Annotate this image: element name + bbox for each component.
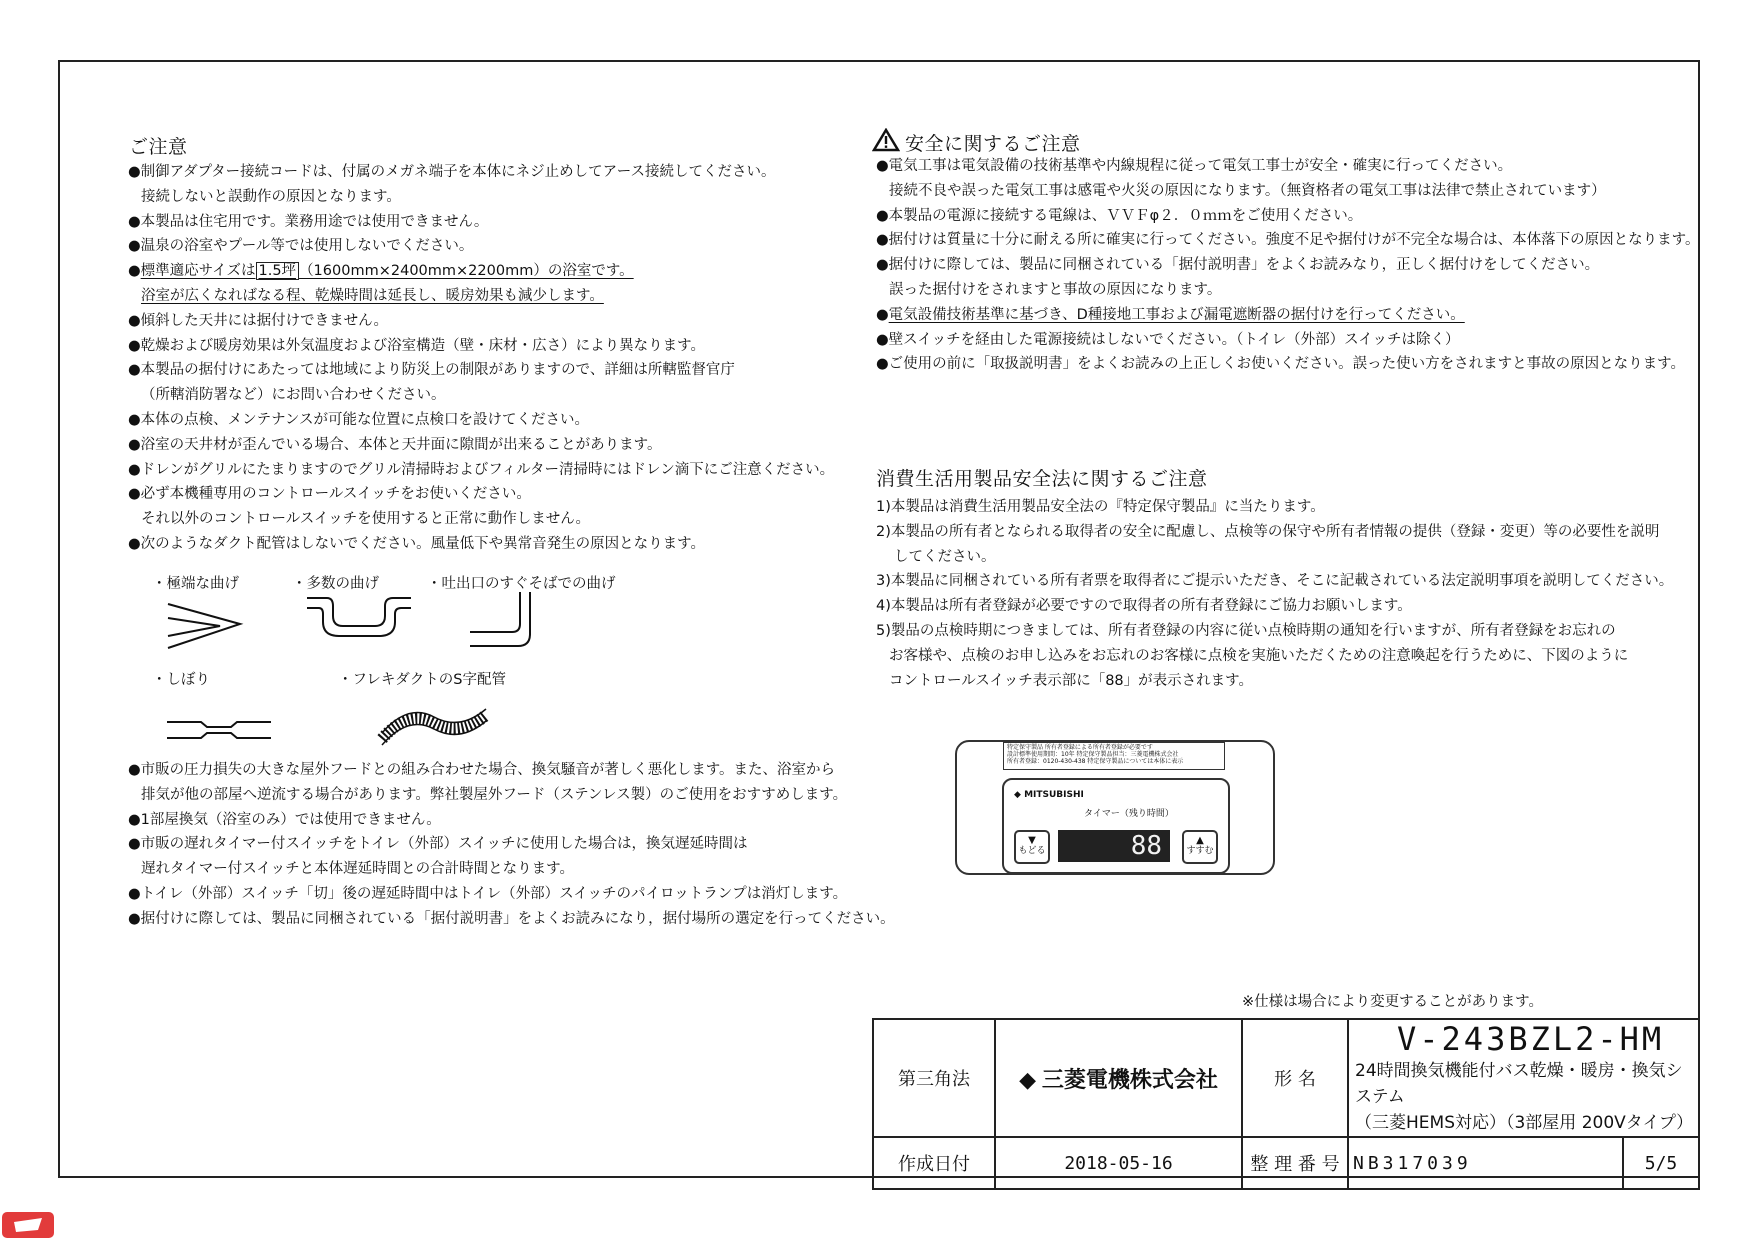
- list-item: ●電気工事は電気設備の技術基準や内線規程に従って電気工事士が安全・確実に行ってください。: [876, 158, 1513, 174]
- list-item: ●トイレ（外部）スイッチ「切」後の遅延時間中はトイレ（外部）スイッチのパイロットランプは消灯します。: [128, 885, 848, 902]
- list-item: ●据付けは質量に十分に耐える所に確実に行ってください。強度不足や据付けが不完全な場合は、本体落下の原因となります。: [876, 232, 1700, 249]
- duct-label-many-bends: ・多数の曲げ: [292, 576, 379, 592]
- control-switch-face: [1002, 778, 1230, 874]
- doc-number-label: 整 理 番 号: [1242, 1137, 1348, 1189]
- product-name-2: （三菱HEMS対応）（3部屋用 200Vタイプ）: [1355, 1113, 1694, 1133]
- mitsubishi-logo-icon: ◆: [1019, 1067, 1037, 1093]
- list-item: ●傾斜した天井には据付けできません。: [128, 312, 389, 329]
- owner-label-strip: 特定保守製品 所有者登録による所有者登録が必要です 設計標準使用期間：10年 特定保守製品担当：三菱電機株式会社 所有者登録：0120-430-438 特定保守製品については本体に表示: [1003, 742, 1225, 770]
- projection-label: 第三角法: [873, 1019, 995, 1137]
- list-item: ●ご使用の前に「取扱説明書」をよくお読みの上正しくお使いください。誤った使い方をされますと事故の原因となります。: [876, 356, 1685, 373]
- company-cell: [995, 1019, 1242, 1137]
- list-item: ●電気設備技術基準に基づき、D種接地工事および漏電遮断器の据付けを行ってください。: [876, 306, 1465, 323]
- duct-label-sharp-bend: ・極端な曲げ: [152, 576, 239, 592]
- constriction-diagram: [165, 718, 275, 742]
- list-item: ●1部屋換気（浴室のみ）では使用できません。: [128, 811, 441, 828]
- product-name-1: 24時間換気機能付バス乾燥・暖房・換気システム: [1355, 1061, 1683, 1107]
- list-item: ●制御アダプター接続コードは、付属のメガネ端子を本体にネジ止めしてアース接続してください。: [128, 164, 776, 180]
- list-item: ●本製品の電源に接続する電線は、ＶＶＦφ２．０ｍｍをご使用ください。: [876, 207, 1363, 224]
- safety-title: 安全に関するご注意: [905, 133, 1081, 155]
- list-item: 5)製品の点検時期につきましては、所有者登録の内容に従い点検時期の通知を行いますが、所有者登録をお忘れの: [876, 622, 1616, 639]
- up-triangle-icon: ▲: [1196, 835, 1204, 846]
- caution-list: [128, 160, 834, 557]
- list-item: ●乾燥および暖房効果は外気温度および浴室構造（壁・床材・広さ）により異なります。: [128, 337, 705, 354]
- page-number: 5/5: [1623, 1137, 1699, 1189]
- date-value: 2018-05-16: [995, 1137, 1242, 1189]
- list-item: 1)本製品は消費生活用製品安全法の『特定保守製品』に当たります。: [876, 499, 1325, 515]
- safety-list: [876, 154, 1700, 377]
- list-item-cont: それ以外のコントロールスイッチを使用すると正常に動作しません。: [141, 511, 591, 528]
- size-box: 1.5坪: [256, 262, 300, 280]
- list-item: ●ドレンがグリルにたまりますのでグリル清掃時およびフィルター清掃時にはドレン滴下にご注意ください。: [128, 461, 835, 478]
- list-item-cont: コントロールスイッチ表示部に「88」が表示されます。: [889, 672, 1253, 689]
- list-item: ●市販の遅れタイマー付スイッチをトイレ（外部）スイッチに使用した場合は，換気遅延時間は: [128, 836, 748, 853]
- flex-s-duct-diagram: [378, 705, 492, 747]
- sharp-bend-diagram: [160, 596, 250, 656]
- back-button[interactable]: ▼ もどる: [1014, 830, 1050, 864]
- company-name: 三菱電機株式会社: [1041, 1067, 1218, 1093]
- control-switch-illustration: [955, 740, 1275, 875]
- list-item: ●壁スイッチを経由した電源接続はしないでください。（トイレ（外部）スイッチは除く）: [876, 331, 1460, 348]
- timer-display: 88: [1058, 830, 1170, 862]
- title-block: [872, 1018, 1700, 1190]
- list-item: ●据付けに際しては、製品に同梱されている「据付説明書」をよくお読みなり，正しく据付けをしてください。: [876, 257, 1600, 274]
- caution-list-2: [128, 758, 895, 932]
- list-item: ●市販の圧力損失の大きな屋外フードとの組み合わせた場合、換気騒音が著しく悪化します。また、浴室から: [128, 762, 836, 778]
- list-item-cont: 浴室が広くなればなる程、乾燥時間は延長し、暖房効果も減少します。: [141, 287, 604, 304]
- list-item-cont: 遅れタイマー付スイッチと本体遅延時間との合計時間となります。: [141, 861, 574, 878]
- list-item-cont: （所轄消防署など）にお問い合わせください。: [141, 387, 446, 404]
- list-item-cont: 接続不良や誤った電気工事は感電や火災の原因になります。（無資格者の電気工事は法律で禁止されています）: [889, 182, 1606, 199]
- duct-label-outlet-bend: ・吐出口のすぐそばでの曲げ: [427, 576, 616, 592]
- corner-logo-icon: [2, 1208, 58, 1240]
- many-bends-diagram: [305, 592, 415, 642]
- list-item-cont: してください。: [894, 548, 996, 565]
- list-item: ●本体の点検、メンテナンスが可能な位置に点検口を設けてください。: [128, 411, 589, 428]
- list-item: ●次のようなダクト配管はしないでください。風量低下や異常音発生の原因となります。: [128, 535, 705, 552]
- list-item-cont: お客様や、点検のお申し込みをお忘れのお客様に点検を実施いただくための注意喚起を行うために、下図のように: [889, 647, 1629, 664]
- warning-icon: [872, 128, 900, 152]
- list-item: 4)本製品は所有者登録が必要ですので取得者の所有者登録にご協力お願いします。: [876, 598, 1412, 615]
- list-item: ●据付けに際しては、製品に同梱されている「据付説明書」をよくお読みになり，据付場所の選定を行ってください。: [128, 910, 895, 927]
- consumer-title: 消費生活用製品安全法に関するご注意: [876, 468, 1208, 490]
- list-item: ●本製品の据付けにあたっては地域により防災上の制限がありますので、詳細は所轄監督官庁: [128, 362, 735, 379]
- list-item: ●必ず本機種専用のコントロールスイッチをお使いください。: [128, 486, 531, 503]
- list-item-cont: 排気が他の部屋へ逆流する場合があります。弊社製屋外フード（ステンレス製）のご使用をおすすめします。: [141, 786, 848, 803]
- list-item: 2)本製品の所有者となられる取得者の安全に配慮し、点検等の保守や所有者情報の提供（登録・変更）等の必要性を説明: [876, 523, 1660, 540]
- down-triangle-icon: ▼: [1028, 835, 1036, 846]
- list-item-cont: 誤った据付けをされますと事故の原因になります。: [889, 281, 1222, 298]
- consumer-list: [876, 495, 1673, 693]
- duct-label-flex-s: ・フレキダクトのS字配管: [338, 672, 506, 688]
- duct-label-constriction: ・しぼり: [152, 672, 210, 688]
- timer-label: タイマー（残り時間）: [1084, 809, 1174, 819]
- model-number: V-243BZL2-HM: [1397, 1020, 1665, 1058]
- caution-title: ご注意: [129, 136, 188, 158]
- brand-mark: ◆ MITSUBISHI: [1014, 790, 1084, 800]
- list-item: ●標準適応サイズは 1.5坪 （1600mm×2400mm×2200mm）の浴室です。: [128, 263, 634, 280]
- forward-button[interactable]: ▲ すすむ: [1182, 830, 1218, 864]
- outlet-bend-diagram: [468, 590, 548, 650]
- doc-number: NB317039: [1348, 1137, 1623, 1189]
- list-item: ●浴室の天井材が歪んでいる場合、本体と天井面に隙間が出来ることがあります。: [128, 436, 662, 453]
- list-item: ●本製品は住宅用です。業務用途では使用できません。: [128, 213, 489, 230]
- list-item: ●温泉の浴室やプール等では使用しないでください。: [128, 238, 474, 255]
- list-item-cont: 接続しないと誤動作の原因となります。: [141, 188, 401, 205]
- date-label: 作成日付: [873, 1137, 995, 1189]
- list-item: 3)本製品に同梱されている所有者票を取得者にご提示いただき、そこに記載されている法定説明事項を説明してください。: [876, 573, 1674, 590]
- model-cell: [1348, 1019, 1699, 1137]
- model-label: 形 名: [1242, 1019, 1348, 1137]
- spec-note: ※仕様は場合により変更することがあります。: [1242, 994, 1543, 1010]
